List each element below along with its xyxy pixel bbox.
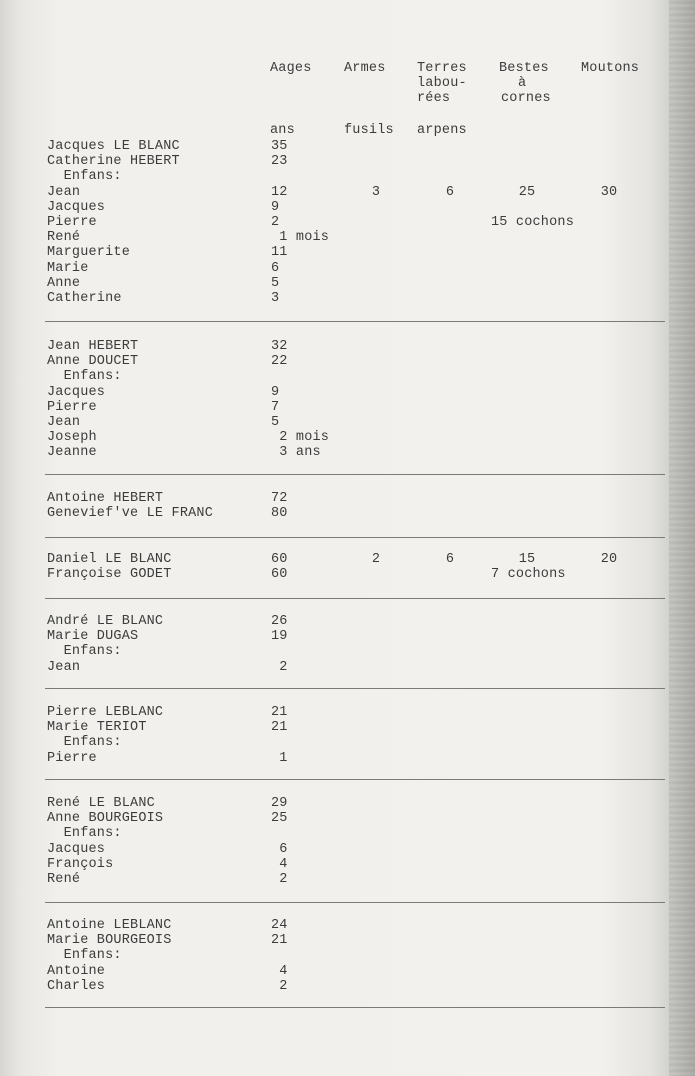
person-age: 19 [271, 629, 288, 645]
bestes-count: 15 [518, 552, 536, 567]
family-divider [45, 474, 665, 475]
person-name: François [47, 856, 114, 872]
person-age: 23 [271, 154, 288, 170]
person-age: 1 [271, 750, 288, 766]
person-age: 12 [271, 184, 288, 200]
person-name: Jean [47, 415, 81, 430]
unit-arpens: arpens [417, 123, 467, 138]
person-age: 25 [271, 811, 288, 827]
person-name: René LE BLANC [47, 796, 155, 811]
person-name: Antoine LEBLANC [47, 918, 172, 933]
person-name: Charles [47, 978, 106, 994]
unit-ans: ans [270, 123, 295, 138]
header-terres: Terres [417, 61, 467, 76]
moutons-count: 30 [600, 184, 618, 200]
person-age: 6 [271, 260, 280, 276]
person-age: 2 [271, 215, 280, 230]
person-age: 11 [271, 245, 288, 261]
person-age: 35 [271, 139, 288, 154]
person-age: 60 [271, 552, 288, 567]
header-bestes: Bestes [499, 61, 549, 76]
person-age: 21 [271, 720, 288, 736]
family-divider [45, 688, 665, 689]
bestes-count: 25 [518, 184, 536, 200]
person-name: Françoise GODET [47, 567, 172, 583]
header-terres-line2: labou- [417, 76, 467, 91]
person-age: 9 [271, 384, 280, 400]
person-age: 29 [271, 796, 288, 811]
person-name: Catherine [47, 291, 122, 306]
person-age: 3 ans [271, 445, 321, 461]
person-name: Pierre [47, 215, 97, 230]
person-name: Pierre [47, 399, 97, 415]
cochons-note: 15 cochons [491, 215, 575, 230]
armes-count: 2 [371, 552, 381, 567]
person-age: 80 [271, 506, 288, 522]
person-name: René [47, 872, 81, 887]
armes-count: 3 [371, 184, 381, 200]
person-age: 32 [271, 339, 288, 354]
person-name: Jacques [47, 841, 106, 857]
family-divider [45, 902, 665, 903]
person-age: 1 mois [271, 230, 330, 246]
person-age: 9 [271, 199, 280, 215]
person-name: Enfans: [47, 735, 122, 751]
person-name: Enfans: [47, 644, 122, 660]
person-name: Enfans: [47, 826, 122, 842]
person-name: Jacques [47, 384, 106, 400]
person-name: André LE BLANC [47, 614, 164, 629]
person-age: 2 [271, 872, 288, 887]
terres-count: 6 [445, 552, 455, 567]
header-armes: Armes [344, 61, 386, 76]
terres-count: 6 [445, 184, 455, 200]
family-divider [45, 537, 665, 538]
person-name: Jacques LE BLANC [47, 139, 180, 154]
person-name: Anne [47, 275, 81, 291]
person-age: 22 [271, 354, 288, 370]
family-divider [45, 779, 665, 780]
person-age: 60 [271, 567, 288, 583]
family-divider [45, 598, 665, 599]
cochons-note: 7 cochons [491, 567, 566, 583]
person-age: 3 [271, 291, 280, 306]
person-name: Anne DOUCET [47, 354, 139, 370]
person-age: 21 [271, 933, 288, 949]
page-edge-shadow [669, 0, 695, 1076]
person-name: Antoine HEBERT [47, 491, 164, 506]
person-age: 4 [271, 963, 288, 979]
person-name: Jean [47, 184, 81, 200]
person-name: Marie BOURGEOIS [47, 933, 172, 949]
header-bestes-line2: à [518, 76, 527, 91]
person-age: 2 [271, 659, 288, 675]
moutons-count: 20 [600, 552, 618, 567]
person-age: 26 [271, 614, 288, 629]
person-name: Anne BOURGEOIS [47, 811, 164, 827]
person-age: 6 [271, 841, 288, 857]
person-name: Jean HEBERT [47, 339, 139, 354]
person-name: Pierre [47, 750, 97, 766]
person-name: Jacques [47, 199, 106, 215]
person-age: 2 mois [271, 430, 330, 446]
person-name: Jean [47, 659, 81, 675]
person-age: 5 [271, 275, 280, 291]
person-name: Jeanne [47, 445, 97, 461]
person-name: Antoine [47, 963, 106, 979]
person-name: René [47, 230, 81, 246]
person-name: Enfans: [47, 369, 122, 385]
person-name: Catherine HEBERT [47, 154, 180, 170]
person-name: Marguerite [47, 245, 131, 261]
person-name: Enfans: [47, 948, 122, 964]
person-name: Genevief've LE FRANC [47, 506, 214, 522]
header-terres-line3: rées [417, 91, 451, 106]
person-name: Marie TERIOT [47, 720, 147, 736]
header-bestes-line3: cornes [501, 91, 551, 106]
person-name: Marie DUGAS [47, 629, 139, 645]
person-name: Daniel LE BLANC [47, 552, 172, 567]
person-age: 21 [271, 705, 288, 720]
person-name: Joseph [47, 430, 97, 446]
header-moutons: Moutons [581, 61, 640, 76]
family-divider [45, 1007, 665, 1008]
person-age: 5 [271, 415, 280, 430]
person-name: Pierre LEBLANC [47, 705, 164, 720]
person-age: 4 [271, 856, 288, 872]
person-age: 24 [271, 918, 288, 933]
family-divider [45, 321, 665, 322]
person-age: 7 [271, 399, 280, 415]
person-name: Marie [47, 260, 89, 276]
person-age: 2 [271, 978, 288, 994]
person-name: Enfans: [47, 169, 122, 185]
unit-fusils: fusils [344, 123, 394, 138]
person-age: 72 [271, 491, 288, 506]
header-aages: Aages [270, 61, 312, 76]
